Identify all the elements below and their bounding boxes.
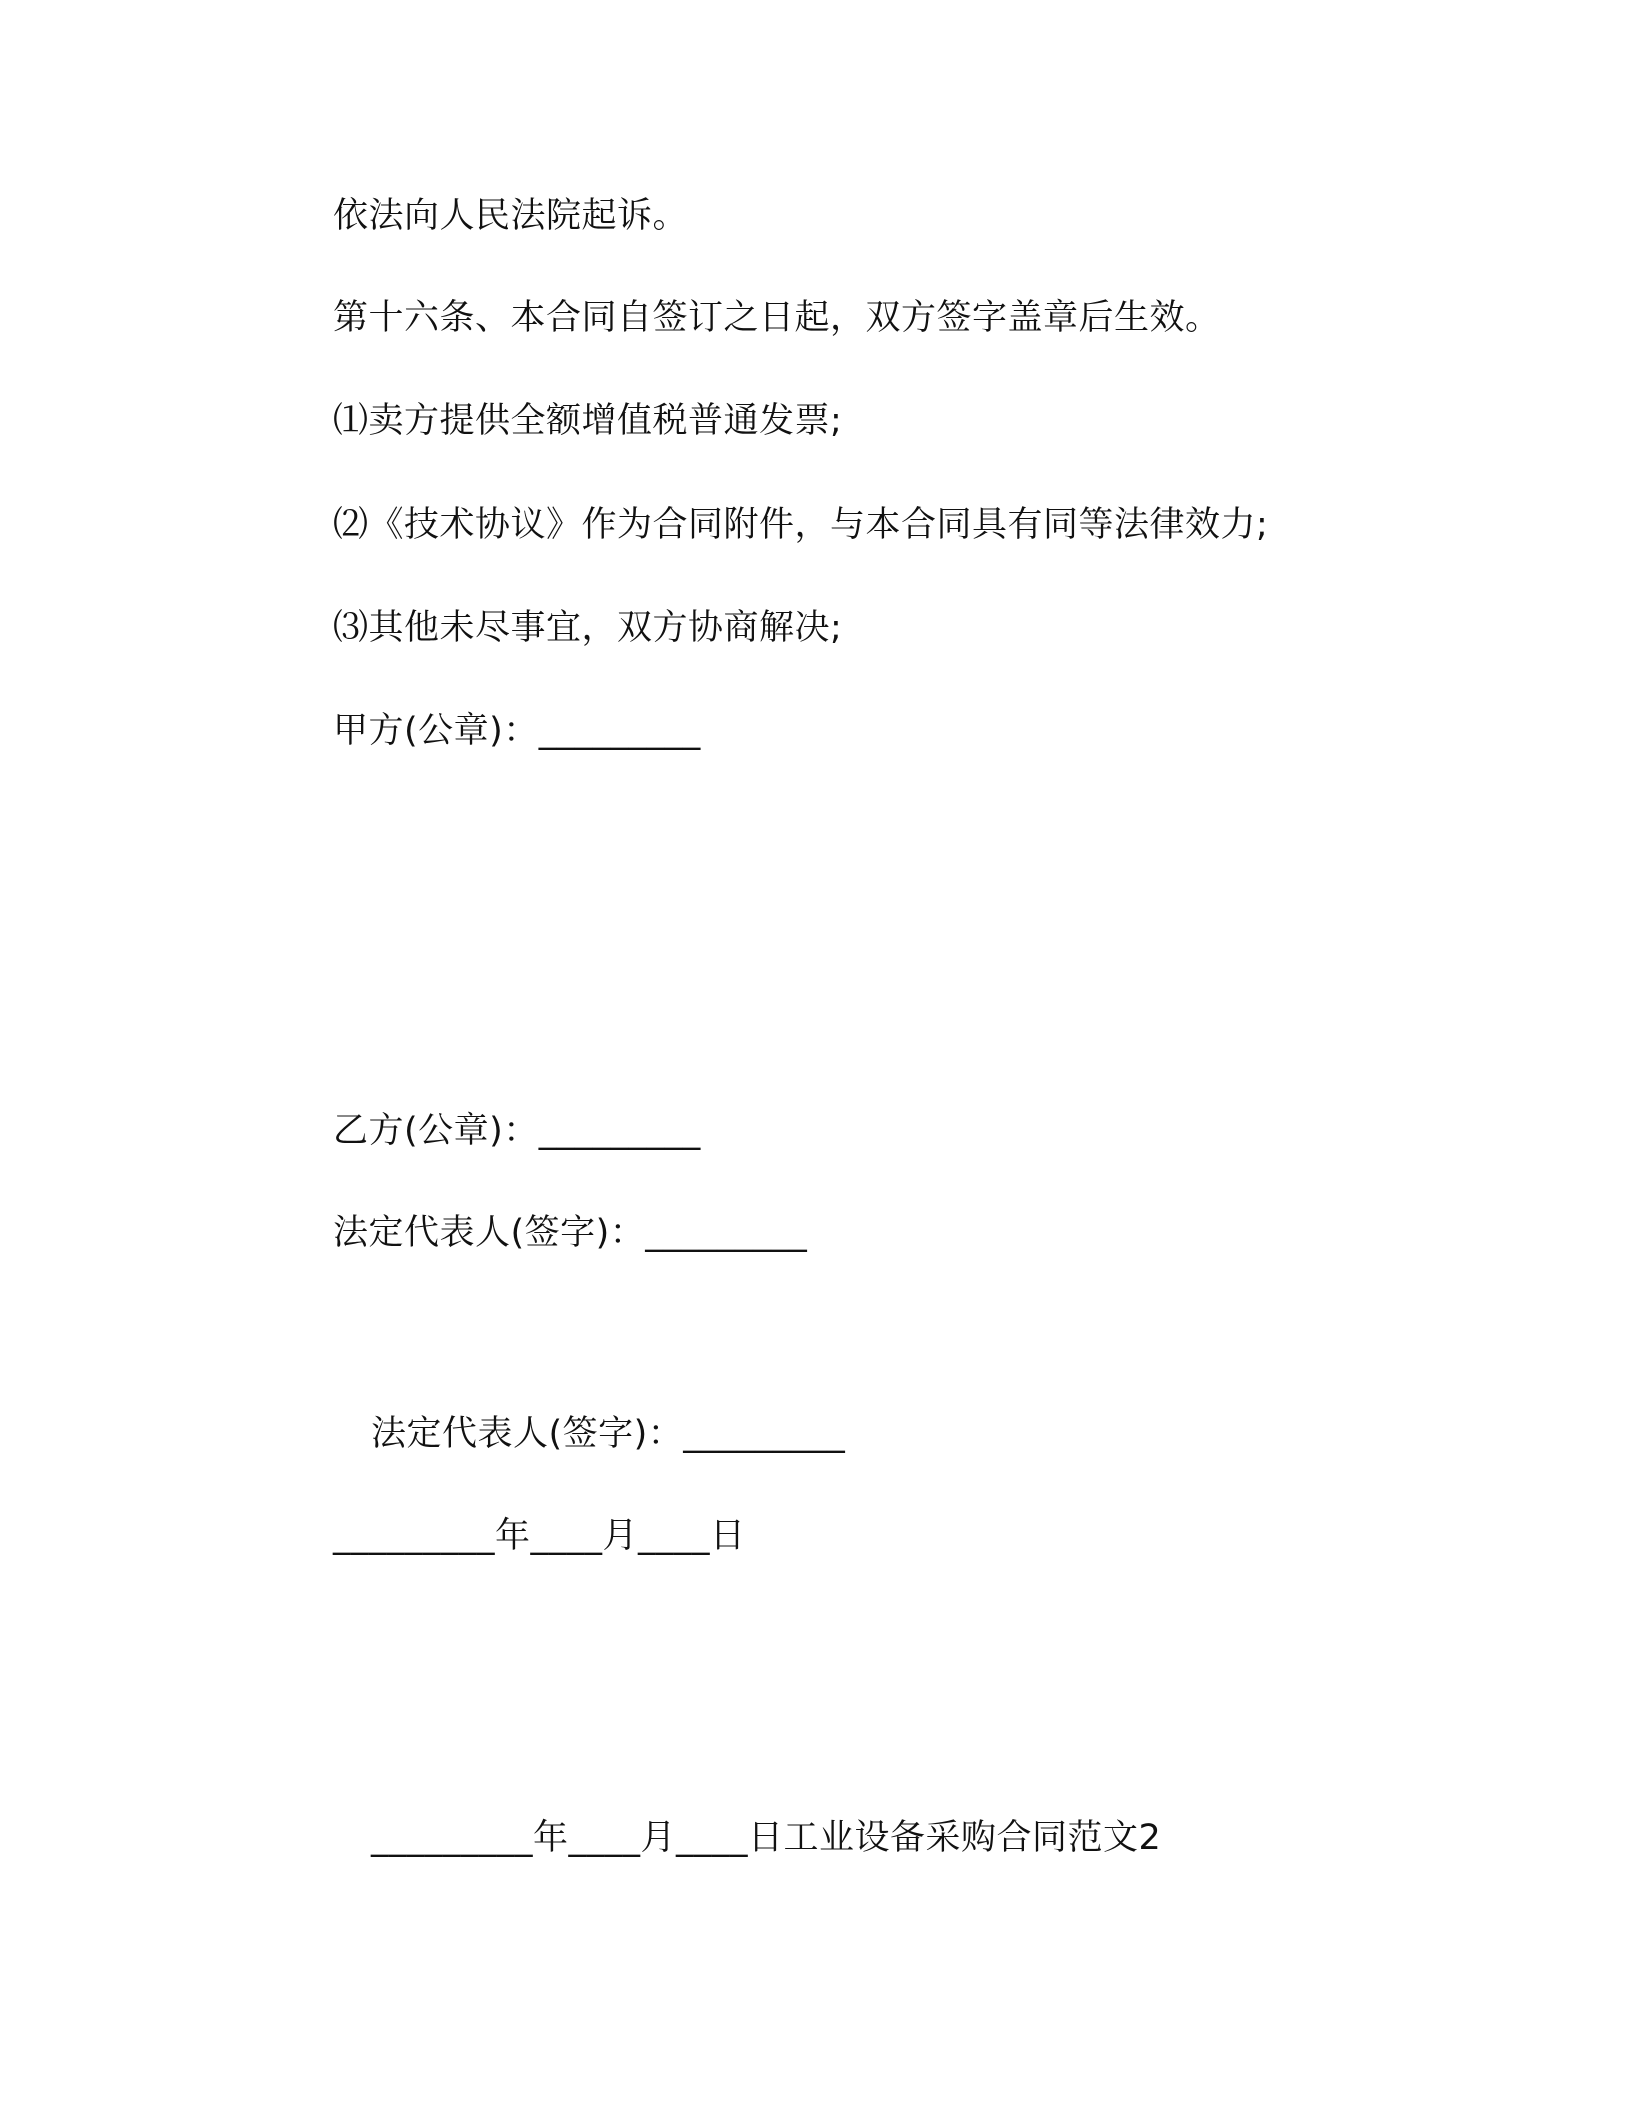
text-line-item-2: ⑵《技术协议》作为合同附件，与本合同具有同等法律效力; bbox=[333, 505, 1269, 545]
legal-rep-signature-line-2: 法定代表人(签字)：_________ bbox=[371, 1414, 846, 1454]
date-line-1: _________年____月____日 bbox=[333, 1516, 746, 1556]
text-line-lawsuit: 依法向人民法院起诉。 bbox=[333, 196, 689, 236]
text-line-article-16: 第十六条、本合同自签订之日起，双方签字盖章后生效。 bbox=[333, 298, 1221, 338]
date-line-with-title: _________年____月____日工业设备采购合同范文2 bbox=[371, 1818, 1162, 1858]
text-line-item-1: ⑴卖方提供全额增值税普通发票; bbox=[333, 401, 843, 441]
party-b-seal-line: 乙方(公章)：_________ bbox=[333, 1111, 701, 1151]
legal-rep-signature-line-1: 法定代表人(签字)：_________ bbox=[333, 1213, 808, 1253]
text-line-item-3: ⑶其他未尽事宜，双方协商解决; bbox=[333, 608, 843, 648]
party-a-seal-line: 甲方(公章)：_________ bbox=[333, 711, 701, 751]
